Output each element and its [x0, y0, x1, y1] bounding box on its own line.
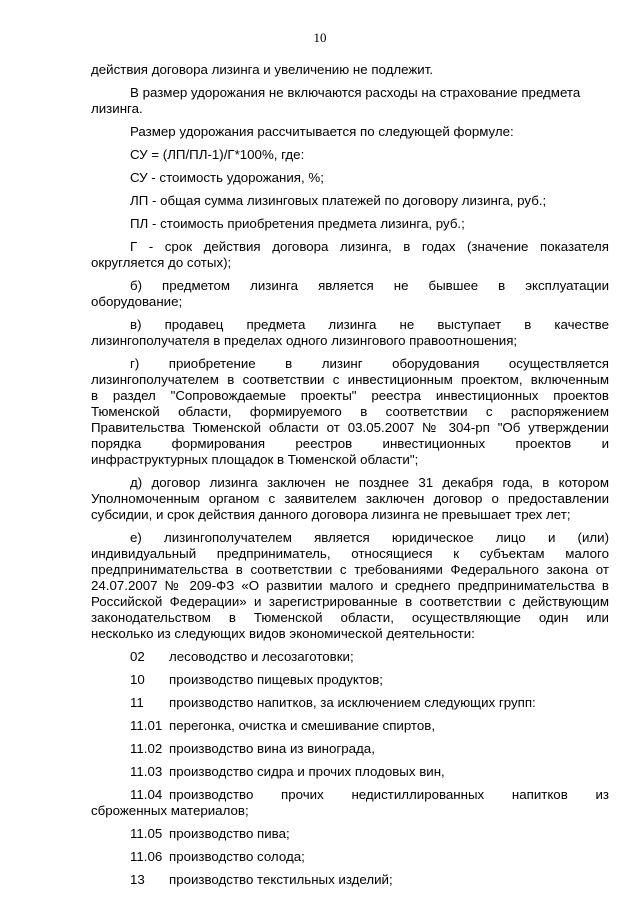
text-line: предпринимательства в соответствии с требованиями Федерального закона от: [91, 562, 609, 577]
activity-code: 13: [130, 872, 145, 887]
activity-description: производство прочих недистиллированных напитков из: [169, 787, 609, 802]
activity-code: 11.02: [130, 741, 163, 756]
text-line: лизингополучателя в пределах одного лизингового правоотношения;: [91, 333, 518, 348]
activity-description: производство солода;: [169, 849, 305, 864]
text-line: СУ - стоимость удорожания, %;: [130, 170, 324, 185]
activity-code: 02: [130, 649, 145, 664]
text-line: в) продавец предмета лизинга не выступает в качестве: [130, 317, 609, 332]
activity-code: 11.05: [130, 826, 163, 841]
activity-code: 10: [130, 672, 145, 687]
text-line: лизингополучателем в соответствии с инвестиционным проектом, включенным: [91, 372, 609, 387]
activity-code: 11: [130, 695, 144, 710]
activity-description: производство текстильных изделий;: [169, 872, 393, 887]
activity-description-continuation: сброженных материалов;: [91, 803, 249, 818]
activity-code: 11.06: [130, 849, 163, 864]
activity-code: 11.03: [130, 764, 163, 779]
text-line: несколько из следующих видов экономической деятельности:: [91, 626, 475, 641]
text-line: д) договор лизинга заключен не позднее 31 декабря года, в котором: [130, 475, 609, 490]
page-number: 10: [313, 30, 327, 45]
text-line: В размер удорожания не включаются расходы на страхование предмета: [130, 85, 581, 100]
text-line: Г - срок действия договора лизинга, в годах (значение показателя: [130, 239, 609, 254]
activity-code: 11.01: [130, 718, 163, 733]
activity-code: 11.04: [130, 787, 163, 802]
text-line: Уполномоченным органом с заявителем заключен договор о предоставлении: [91, 491, 609, 506]
text-line: индивидуальный предприниматель, относящиеся к субъектам малого: [91, 546, 609, 561]
text-line: СУ = (ЛП/ПЛ-1)/Г*100%, где:: [130, 147, 305, 162]
activity-description: производство вина из винограда,: [169, 741, 375, 756]
text-line: порядка формирования реестров инвестиционных проектов и: [91, 436, 609, 451]
text-line: б) предметом лизинга является не бывшее в эксплуатации: [130, 278, 609, 293]
text-line: инфраструктурных площадок в Тюменской области";: [91, 452, 419, 467]
activity-description: перегонка, очистка и смешивание спиртов,: [169, 718, 436, 733]
activity-description: производство пива;: [169, 826, 290, 841]
text-line: субсидии, и срок действия данного договора лизинга не превышает трех лет;: [91, 507, 571, 522]
text-line: в раздел "Сопровождаемые проекты" реестра инвестиционных проектов: [91, 388, 609, 403]
text-line: действия договора лизинга и увеличению не подлежит.: [91, 62, 434, 77]
text-line: 24.07.2007 № 209-ФЗ «О развитии малого и среднего предпринимательства в: [91, 578, 609, 593]
text-line: Тюменской области, формируемого в соответствии с распоряжением: [91, 404, 609, 419]
text-line: Размер удорожания рассчитывается по следующей формуле:: [130, 124, 514, 139]
text-line: округляется до сотых);: [91, 255, 232, 270]
text-line: Российской Федерации» и зарегистрированные в соответствии с действующим: [91, 594, 609, 609]
text-line: е) лизингополучателем является юридическое лицо и (или): [130, 530, 609, 545]
text-line: Правительства Тюменской области от 03.05.2007 № 304-рп "Об утверждении: [91, 420, 609, 435]
text-line: оборудование;: [91, 294, 183, 309]
text-line: ЛП - общая сумма лизинговых платежей по договору лизинга, руб.;: [130, 193, 547, 208]
text-line: ПЛ - стоимость приобретения предмета лизинга, руб.;: [130, 216, 465, 231]
activity-description: лесоводство и лесозаготовки;: [169, 649, 354, 664]
activity-description: производство пищевых продуктов;: [169, 672, 383, 687]
text-line: г) приобретение в лизинг оборудования осуществляется: [130, 356, 609, 371]
activity-description: производство напитков, за исключением следующих групп:: [169, 695, 536, 710]
activity-description: производство сидра и прочих плодовых вин,: [169, 764, 445, 779]
text-line: лизинга.: [91, 101, 143, 116]
text-line: законодательством в Тюменской области, осуществляющие один или: [91, 610, 609, 625]
